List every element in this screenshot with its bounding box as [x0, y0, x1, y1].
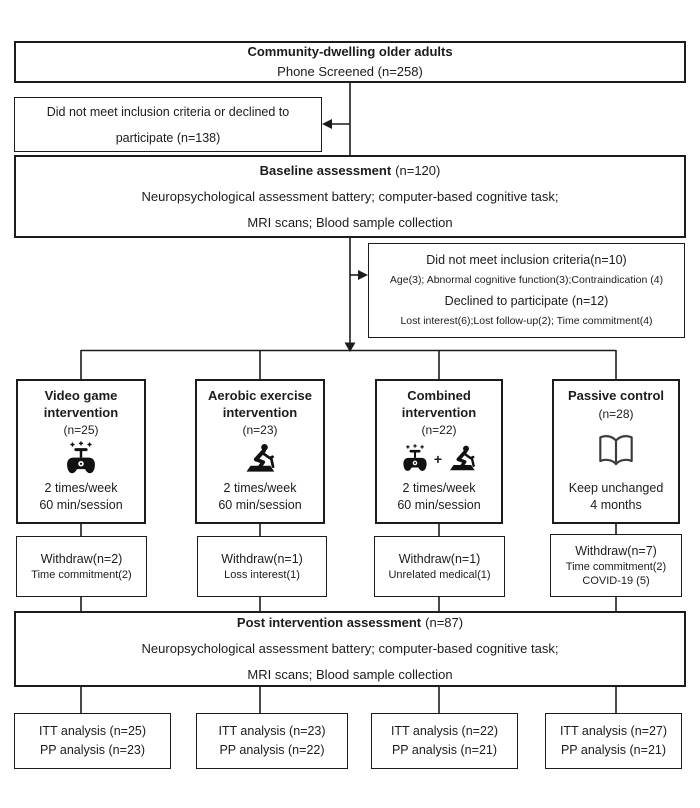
analysis-video-game-box: [14, 713, 171, 769]
excluded-screening-box: [14, 97, 322, 152]
withdraw-video-game-box: [16, 536, 147, 597]
group-combined-schedule1: 2 times/week: [402, 481, 476, 495]
group-video-game-schedule1: 2 times/week: [44, 481, 118, 495]
pp-line: PP analysis (n=23): [39, 743, 146, 757]
withdraw-reason: Loss interest(1): [224, 569, 300, 581]
itt-line: ITT analysis (n=27): [559, 724, 668, 738]
withdraw-line1: Withdraw(n=1): [398, 552, 481, 566]
excluded-baseline-line3: Declined to participate (n=12): [444, 293, 609, 308]
baseline-title: Baseline assessment: [259, 162, 392, 178]
gamepad-icon: [63, 441, 99, 477]
post-line3: MRI scans; Blood sample collection: [247, 667, 453, 682]
excluded-baseline-line1: Did not meet inclusion criteria(n=10): [426, 252, 627, 267]
post-assessment-box: [14, 611, 686, 687]
baseline-title-line: [260, 158, 441, 184]
group-aerobic-title: Aerobic exercise intervention: [207, 388, 313, 420]
gamepad-icon: [400, 444, 430, 474]
group-aerobic-exercise-box: [195, 379, 325, 524]
group-video-game-n: (n=25): [63, 423, 99, 437]
group-video-game-schedule2: 60 min/session: [39, 498, 123, 512]
group-combined-title: Combined intervention: [401, 388, 477, 420]
exercise-bike-icon: [446, 444, 478, 474]
post-title-line: [237, 610, 463, 636]
baseline-line2: Neuropsychological assessment battery; computer-based cognitive task;: [141, 188, 559, 204]
post-line2: Neuropsychological assessment battery; computer-based cognitive task;: [141, 641, 559, 656]
itt-line: ITT analysis (n=25): [38, 724, 147, 738]
group-passive-control-box: [552, 379, 680, 524]
excluded-screening-line2: participate (n=138): [115, 130, 221, 145]
group-combined-box: [375, 379, 503, 524]
screening-title: Community-dwelling older adults: [247, 44, 453, 59]
withdraw-line1: Withdraw(n=7): [575, 544, 657, 558]
withdraw-combined-box: [374, 536, 505, 597]
withdraw-reason: Time commitment(2): [31, 569, 132, 581]
group-aerobic-schedule2: 60 min/session: [218, 498, 302, 512]
withdraw-reason: Time commitment(2): [565, 561, 667, 573]
screening-box: [14, 41, 686, 83]
group-video-game-box: [16, 379, 146, 524]
group-passive-title: Passive control: [567, 388, 665, 403]
group-video-game-title: Video game intervention: [43, 388, 119, 420]
plus-sign: +: [433, 451, 443, 467]
exercise-bike-icon: [242, 442, 278, 476]
baseline-n: (n=120): [395, 162, 441, 178]
itt-line: ITT analysis (n=22): [390, 724, 499, 738]
group-combined-schedule2: 60 min/session: [397, 498, 481, 512]
excluded-screening-line1: Did not meet inclusion criteria or declined to: [46, 104, 290, 119]
pp-line: PP analysis (n=21): [391, 743, 498, 757]
withdraw-line1: Withdraw(n=2): [40, 552, 123, 566]
withdraw-reason: Unrelated medical(1): [388, 569, 491, 581]
pp-line: PP analysis (n=22): [219, 743, 325, 757]
post-n: (n=87): [425, 615, 464, 630]
baseline-line3: MRI scans; Blood sample collection: [247, 214, 453, 230]
excluded-baseline-box: [368, 243, 685, 338]
analysis-aerobic-box: [196, 713, 348, 769]
itt-line: ITT analysis (n=23): [218, 724, 326, 738]
withdraw-reason2: COVID-19 (5): [582, 575, 650, 587]
group-aerobic-n: (n=23): [242, 423, 278, 437]
screening-subtitle: Phone Screened (n=258): [277, 64, 423, 79]
excluded-baseline-line2: Age(3); Abnormal cognitive function(3);Contraindication (4): [389, 274, 664, 287]
group-aerobic-schedule1: 2 times/week: [223, 481, 297, 495]
withdraw-line1: Withdraw(n=1): [221, 552, 303, 566]
withdraw-aerobic-box: [197, 536, 327, 597]
group-passive-schedule2: 4 months: [590, 498, 642, 512]
withdraw-passive-box: [550, 534, 682, 597]
baseline-assessment-box: [14, 155, 686, 238]
group-passive-schedule1: Keep unchanged: [568, 481, 664, 495]
analysis-passive-box: [545, 713, 682, 769]
pp-line: PP analysis (n=21): [560, 743, 667, 757]
group-passive-n: (n=28): [598, 406, 634, 421]
open-book-icon: [594, 432, 638, 470]
excluded-baseline-line4: Lost interest(6);Lost follow-up(2); Time commitment(4): [400, 315, 653, 328]
analysis-combined-box: [371, 713, 518, 769]
post-title: Post intervention assessment: [236, 615, 422, 630]
group-combined-n: (n=22): [421, 423, 457, 437]
